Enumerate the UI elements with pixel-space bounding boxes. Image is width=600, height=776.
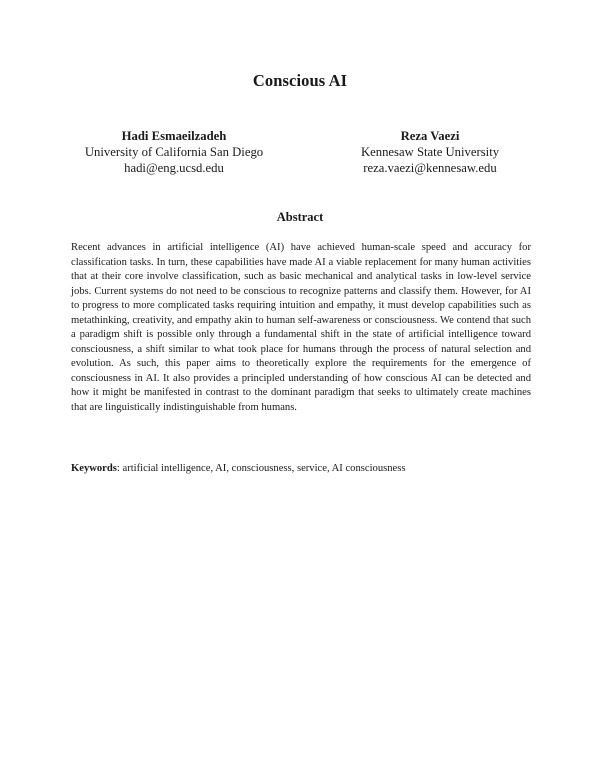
author-affiliation: University of California San Diego bbox=[84, 145, 264, 160]
keywords-separator: : bbox=[116, 463, 123, 474]
author-affiliation: Kennesaw State University bbox=[360, 145, 500, 160]
author-block-1 bbox=[54, 128, 294, 177]
author-name: Reza Vaezi bbox=[400, 129, 460, 143]
keywords-text: artificial intelligence, AI, consciousness, service, AI consciousness bbox=[122, 463, 406, 474]
abstract-heading: Abstract bbox=[276, 210, 324, 224]
author-email: reza.vaezi@kennesaw.edu bbox=[363, 161, 497, 176]
keywords-line bbox=[71, 462, 531, 476]
author-block-2 bbox=[310, 128, 550, 177]
author-name: Hadi Esmaeilzadeh bbox=[121, 129, 227, 143]
keywords-label: Keywords bbox=[71, 463, 117, 474]
author-email: hadi@eng.ucsd.edu bbox=[124, 161, 224, 176]
paper-title: Conscious AI bbox=[252, 71, 348, 90]
abstract-body: Recent advances in artificial intelligence (AI) have achieved human-scale speed and accuracy for classification tasks. In turn, these capabilities have made AI a viable replacement for many human activities that at their core involve classification, such as basic mechanical and analytical tasks in low-level service jobs. Current systems do not need to be conscious to recognize patterns and classify them. However, for AI to progress to more complicated tasks requiring intuition and empathy, it must develop capabilities such as metathinking, creativity, and empathy akin to human self-awareness or consciousness. We contend that such a paradigm shift is possible only through a fundamental shift in the state of artificial intelligence toward consciousness, a shift similar to what took place for humans through the process of natural selection and evolution. As such, this paper aims to theoretically explore the requirements for the emergence of consciousness in AI. It also provides a principled understanding of how conscious AI can be detected and how it might be manifested in contrast to the dominant paradigm that seeks to ultimately create machines that are linguistically indistinguishable from humans. bbox=[71, 242, 531, 414]
